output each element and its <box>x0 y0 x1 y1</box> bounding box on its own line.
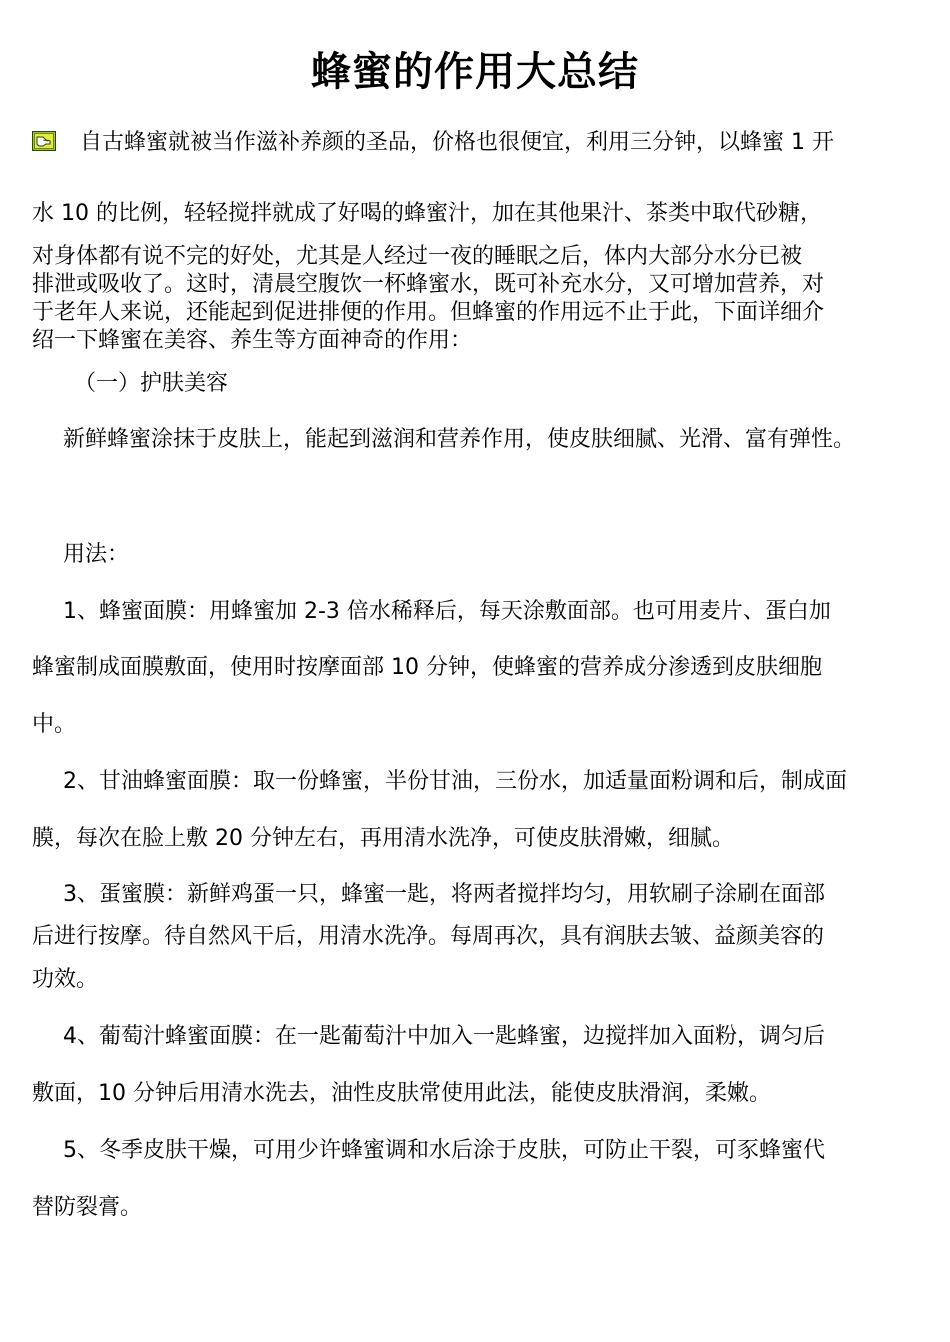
paragraph-line: 后进行按摩。待自然风干后，用清水洗净。每周再次，具有润肤去皱、益颜美容的 <box>32 924 825 949</box>
section-heading: （一）护肤美容 <box>74 371 229 396</box>
paragraph-line: 中。 <box>32 712 77 737</box>
paragraph-line: 蜂蜜制成面膜敷面，使用时按摩面部 10 分钟，使蜂蜜的营养成分渗透到皮肤细胞 <box>32 655 822 680</box>
list-item: 2、甘油蜂蜜面膜：取一份蜂蜜，半份甘油，三份水，加适量面粉调和后，制成面 <box>63 769 847 794</box>
paragraph-line: 排泄或吸收了。这时，清晨空腹饮一杯蜂蜜水，既可补充水分，又可增加营养，对 <box>32 272 825 297</box>
paragraph-line: 自古蜂蜜就被当作滋补养颜的圣品，价格也很便宜，利用三分钟，以蜂蜜 1 开 <box>80 130 834 155</box>
list-item: 1、蜂蜜面膜：用蜂蜜加 2-3 倍水稀释后，每天涂敷面部。也可用麦片、蛋白加 <box>63 599 831 624</box>
paragraph-line: 水 10 的比例，轻轻搅拌就成了好喝的蜂蜜汁，加在其他果汁、茶类中取代砂糖， <box>32 201 822 226</box>
usage-label: 用法： <box>63 542 130 567</box>
paragraph-line: 膜，每次在脸上敷 20 分钟左右，再用清水洗净，可使皮肤滑嫩，细腻。 <box>32 826 734 851</box>
paragraph-line: 敷面，10 分钟后用清水洗去，油性皮肤常使用此法，能使皮肤滑润，柔嫩。 <box>32 1081 771 1106</box>
list-item: 3、蛋蜜膜：新鲜鸡蛋一只，蜂蜜一匙，将两者搅拌均匀，用软刷子涂刷在面部 <box>63 882 825 907</box>
document-title: 蜂蜜的作用大总结 <box>311 49 639 95</box>
paragraph-line: 于老年人来说，还能起到促进排便的作用。但蜂蜜的作用远不止于此，下面详细介 <box>32 300 825 325</box>
list-item: 4、葡萄汁蜂蜜面膜：在一匙葡萄汁中加入一匙蜂蜜，边搅拌加入面粉，调匀后 <box>63 1024 825 1049</box>
paragraph-line: 功效。 <box>32 967 99 992</box>
paragraph-line: 绍一下蜂蜜在美容、养生等方面神奇的作用： <box>32 328 473 353</box>
list-item: 5、冬季皮肤干燥，可用少许蜂蜜调和水后涂于皮肤，可防止干裂，可豕蜂蜜代 <box>63 1138 825 1163</box>
paragraph-line: 替防裂膏。 <box>32 1195 143 1220</box>
pointing-hand-icon <box>32 131 56 151</box>
paragraph-line: 对身体都有说不完的好处，尤其是人经过一夜的睡眠之后，体内大部分水分已被 <box>32 244 803 269</box>
paragraph-line: 新鲜蜂蜜涂抹于皮肤上，能起到滋润和营养作用，使皮肤细腻、光滑、富有弹性。 <box>63 427 856 452</box>
